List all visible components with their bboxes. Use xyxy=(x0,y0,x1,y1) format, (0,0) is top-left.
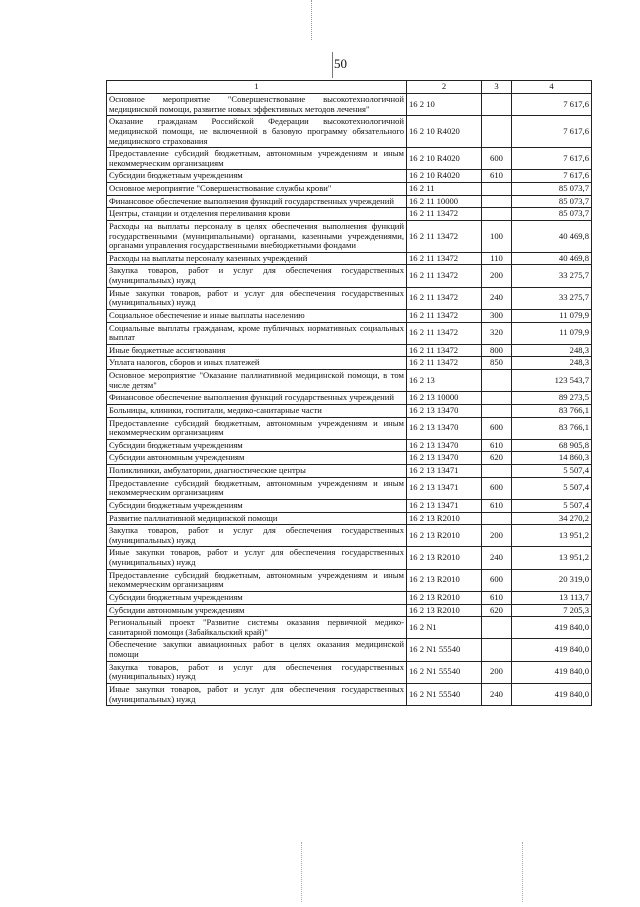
table-row xyxy=(107,392,592,405)
row-name: Субсидии бюджетным учреждениям xyxy=(107,170,407,183)
row-code: 16 2 10 R4020 xyxy=(407,170,482,183)
row-expense-type: 240 xyxy=(482,683,512,705)
row-code: 16 2 11 13472 xyxy=(407,287,482,309)
row-amount: 5 507,4 xyxy=(512,499,592,512)
row-code: 16 2 N1 55540 xyxy=(407,683,482,705)
table-row xyxy=(107,370,592,392)
row-code: 16 2 11 xyxy=(407,183,482,196)
table-row xyxy=(107,116,592,148)
row-name: Субсидии автономным учреждениям xyxy=(107,604,407,617)
row-code: 16 2 13 R2010 xyxy=(407,547,482,569)
table-row xyxy=(107,322,592,344)
row-name: Предоставление субсидий бюджетным, автономным учреждениям и иным некоммерческим организациям xyxy=(107,417,407,439)
row-name: Финансовое обеспечение выполнения функций государственных учреждений xyxy=(107,392,407,405)
row-amount: 13 113,7 xyxy=(512,591,592,604)
row-amount: 7 205,3 xyxy=(512,604,592,617)
table-row xyxy=(107,604,592,617)
table-row xyxy=(107,617,592,639)
row-amount: 7 617,6 xyxy=(512,170,592,183)
table-row xyxy=(107,252,592,265)
column-header: 2 xyxy=(407,81,482,94)
row-code: 16 2 11 13472 xyxy=(407,357,482,370)
row-expense-type xyxy=(482,208,512,221)
table-row xyxy=(107,183,592,196)
row-name: Финансовое обеспечение выполнения функций государственных учреждений xyxy=(107,195,407,208)
row-expense-type xyxy=(482,116,512,148)
row-amount: 13 951,2 xyxy=(512,525,592,547)
table-row xyxy=(107,404,592,417)
row-code: 16 2 11 13472 xyxy=(407,265,482,287)
table-row xyxy=(107,591,592,604)
row-expense-type: 600 xyxy=(482,417,512,439)
row-expense-type: 600 xyxy=(482,148,512,170)
row-amount: 7 617,6 xyxy=(512,94,592,116)
row-expense-type xyxy=(482,639,512,661)
row-expense-type: 610 xyxy=(482,499,512,512)
table-row xyxy=(107,547,592,569)
row-name: Иные бюджетные ассигнования xyxy=(107,344,407,357)
row-name: Центры, станции и отделения переливания крови xyxy=(107,208,407,221)
row-amount: 83 766,1 xyxy=(512,417,592,439)
row-code: 16 2 13 R2010 xyxy=(407,512,482,525)
row-expense-type: 200 xyxy=(482,265,512,287)
row-code: 16 2 11 13472 xyxy=(407,208,482,221)
row-code: 16 2 11 13472 xyxy=(407,252,482,265)
row-name: Закупка товаров, работ и услуг для обеспечения государственных (муниципальных) нужд xyxy=(107,525,407,547)
row-name: Обеспечение закупки авиационных работ в целях оказания медицинской помощи xyxy=(107,639,407,661)
row-amount: 248,3 xyxy=(512,357,592,370)
row-name: Иные закупки товаров, работ и услуг для обеспечения государственных (муниципальных) нужд xyxy=(107,683,407,705)
row-amount: 11 079,9 xyxy=(512,309,592,322)
table-row xyxy=(107,195,592,208)
table-row xyxy=(107,148,592,170)
row-code: 16 2 13 13470 xyxy=(407,452,482,465)
table-row xyxy=(107,452,592,465)
row-amount: 419 840,0 xyxy=(512,617,592,639)
scan-mark xyxy=(301,842,303,902)
page-number: 50 xyxy=(334,56,347,71)
table-row xyxy=(107,569,592,591)
row-amount: 419 840,0 xyxy=(512,683,592,705)
row-name: Региональный проект "Развитие системы оказания первичной медико-санитарной помощи (Забайкальский край)" xyxy=(107,617,407,639)
table-row xyxy=(107,417,592,439)
row-code: 16 2 13 10000 xyxy=(407,392,482,405)
row-code: 16 2 13 R2010 xyxy=(407,525,482,547)
row-expense-type: 610 xyxy=(482,591,512,604)
row-expense-type xyxy=(482,512,512,525)
row-expense-type xyxy=(482,94,512,116)
row-expense-type: 300 xyxy=(482,309,512,322)
row-name: Основное мероприятие "Оказание паллиативной медицинской помощи, в том числе детям" xyxy=(107,370,407,392)
row-amount: 419 840,0 xyxy=(512,661,592,683)
row-name: Расходы на выплаты персоналу в целях обеспечения выполнения функций государственными (муниципальными) органами, казенными учреждениями, органами управления государственными внебюджетными фондами xyxy=(107,220,407,252)
row-name: Предоставление субсидий бюджетным, автономным учреждениям и иным некоммерческим организациям xyxy=(107,477,407,499)
row-expense-type: 800 xyxy=(482,344,512,357)
row-amount: 83 766,1 xyxy=(512,404,592,417)
table-row xyxy=(107,94,592,116)
row-name: Оказание гражданам Российской Федерации высокотехнологичной медицинской помощи, не включенной в базовую программу обязательного медицинского страхования xyxy=(107,116,407,148)
table-row xyxy=(107,208,592,221)
row-amount: 33 275,7 xyxy=(512,287,592,309)
row-amount: 7 617,6 xyxy=(512,116,592,148)
table-row xyxy=(107,512,592,525)
row-code: 16 2 N1 xyxy=(407,617,482,639)
row-code: 16 2 13 R2010 xyxy=(407,604,482,617)
row-name: Иные закупки товаров, работ и услуг для обеспечения государственных (муниципальных) нужд xyxy=(107,287,407,309)
row-expense-type xyxy=(482,370,512,392)
table-row xyxy=(107,220,592,252)
row-name: Основное мероприятие "Совершенствование службы крови" xyxy=(107,183,407,196)
budget-table xyxy=(106,80,592,706)
row-expense-type: 240 xyxy=(482,547,512,569)
row-amount: 5 507,4 xyxy=(512,477,592,499)
table-row xyxy=(107,639,592,661)
row-code: 16 2 N1 55540 xyxy=(407,639,482,661)
row-expense-type xyxy=(482,465,512,478)
row-code: 16 2 11 13472 xyxy=(407,322,482,344)
row-expense-type: 200 xyxy=(482,525,512,547)
table-row xyxy=(107,661,592,683)
row-code: 16 2 13 13471 xyxy=(407,477,482,499)
table-row xyxy=(107,439,592,452)
row-expense-type: 620 xyxy=(482,604,512,617)
row-code: 16 2 11 10000 xyxy=(407,195,482,208)
column-header: 1 xyxy=(107,81,407,94)
row-name: Закупка товаров, работ и услуг для обеспечения государственных (муниципальных) нужд xyxy=(107,661,407,683)
row-amount: 14 860,3 xyxy=(512,452,592,465)
row-expense-type: 610 xyxy=(482,439,512,452)
table-row xyxy=(107,525,592,547)
row-code: 16 2 10 xyxy=(407,94,482,116)
table-row xyxy=(107,683,592,705)
row-code: 16 2 13 13470 xyxy=(407,417,482,439)
row-expense-type xyxy=(482,195,512,208)
scan-mark xyxy=(522,842,524,902)
row-code: 16 2 13 R2010 xyxy=(407,569,482,591)
row-expense-type: 200 xyxy=(482,661,512,683)
row-amount: 419 840,0 xyxy=(512,639,592,661)
row-amount: 40 469,8 xyxy=(512,220,592,252)
row-expense-type: 600 xyxy=(482,477,512,499)
row-code: 16 2 11 13472 xyxy=(407,344,482,357)
row-amount: 85 073,7 xyxy=(512,195,592,208)
row-name: Субсидии бюджетным учреждениям xyxy=(107,499,407,512)
row-amount: 20 319,0 xyxy=(512,569,592,591)
row-amount: 33 275,7 xyxy=(512,265,592,287)
row-expense-type: 850 xyxy=(482,357,512,370)
row-name: Предоставление субсидий бюджетным, автономным учреждениям и иным некоммерческим организациям xyxy=(107,148,407,170)
row-amount: 85 073,7 xyxy=(512,208,592,221)
row-expense-type: 600 xyxy=(482,569,512,591)
row-code: 16 2 11 13472 xyxy=(407,309,482,322)
row-amount: 34 270,2 xyxy=(512,512,592,525)
row-name: Больницы, клиники, госпитали, медико-санитарные части xyxy=(107,404,407,417)
row-name: Субсидии бюджетным учреждениям xyxy=(107,591,407,604)
row-expense-type xyxy=(482,404,512,417)
row-name: Уплата налогов, сборов и иных платежей xyxy=(107,357,407,370)
row-name: Развитие паллиативной медицинской помощи xyxy=(107,512,407,525)
table-row xyxy=(107,170,592,183)
row-amount: 85 073,7 xyxy=(512,183,592,196)
row-code: 16 2 13 13471 xyxy=(407,499,482,512)
row-code: 16 2 10 R4020 xyxy=(407,148,482,170)
row-code: 16 2 13 13471 xyxy=(407,465,482,478)
row-expense-type xyxy=(482,183,512,196)
row-code: 16 2 11 13472 xyxy=(407,220,482,252)
row-code: 16 2 10 R4020 xyxy=(407,116,482,148)
table-row xyxy=(107,477,592,499)
row-name: Субсидии автономным учреждениям xyxy=(107,452,407,465)
row-amount: 123 543,7 xyxy=(512,370,592,392)
row-expense-type: 620 xyxy=(482,452,512,465)
row-expense-type: 110 xyxy=(482,252,512,265)
row-expense-type xyxy=(482,392,512,405)
row-amount: 13 951,2 xyxy=(512,547,592,569)
row-name: Поликлиники, амбулатории, диагностические центры xyxy=(107,465,407,478)
row-amount: 7 617,6 xyxy=(512,148,592,170)
row-expense-type: 320 xyxy=(482,322,512,344)
row-code: 16 2 13 R2010 xyxy=(407,591,482,604)
table-row xyxy=(107,287,592,309)
table-header-row xyxy=(107,81,592,94)
row-amount: 5 507,4 xyxy=(512,465,592,478)
row-expense-type: 100 xyxy=(482,220,512,252)
row-name: Субсидии бюджетным учреждениям xyxy=(107,439,407,452)
table-row xyxy=(107,309,592,322)
row-code: 16 2 13 13470 xyxy=(407,404,482,417)
row-amount: 11 079,9 xyxy=(512,322,592,344)
row-name: Социальные выплаты гражданам, кроме публичных нормативных социальных выплат xyxy=(107,322,407,344)
row-amount: 68 905,8 xyxy=(512,439,592,452)
row-expense-type: 610 xyxy=(482,170,512,183)
row-name: Закупка товаров, работ и услуг для обеспечения государственных (муниципальных) нужд xyxy=(107,265,407,287)
column-header: 4 xyxy=(512,81,592,94)
row-name: Расходы на выплаты персоналу казенных учреждений xyxy=(107,252,407,265)
scan-mark xyxy=(311,0,313,40)
table-row xyxy=(107,344,592,357)
row-amount: 89 273,5 xyxy=(512,392,592,405)
row-amount: 40 469,8 xyxy=(512,252,592,265)
table-row xyxy=(107,465,592,478)
row-code: 16 2 N1 55540 xyxy=(407,661,482,683)
table-row xyxy=(107,265,592,287)
table-row xyxy=(107,357,592,370)
row-code: 16 2 13 xyxy=(407,370,482,392)
row-name: Предоставление субсидий бюджетным, автономным учреждениям и иным некоммерческим организациям xyxy=(107,569,407,591)
row-expense-type xyxy=(482,617,512,639)
row-amount: 248,3 xyxy=(512,344,592,357)
row-name: Основное мероприятие "Совершенствование высокотехнологичной медицинской помощи, развитие новых эффективных методов лечения" xyxy=(107,94,407,116)
row-name: Социальное обеспечение и иные выплаты населению xyxy=(107,309,407,322)
column-header: 3 xyxy=(482,81,512,94)
row-name: Иные закупки товаров, работ и услуг для обеспечения государственных (муниципальных) нужд xyxy=(107,547,407,569)
row-code: 16 2 13 13470 xyxy=(407,439,482,452)
row-expense-type: 240 xyxy=(482,287,512,309)
table-row xyxy=(107,499,592,512)
